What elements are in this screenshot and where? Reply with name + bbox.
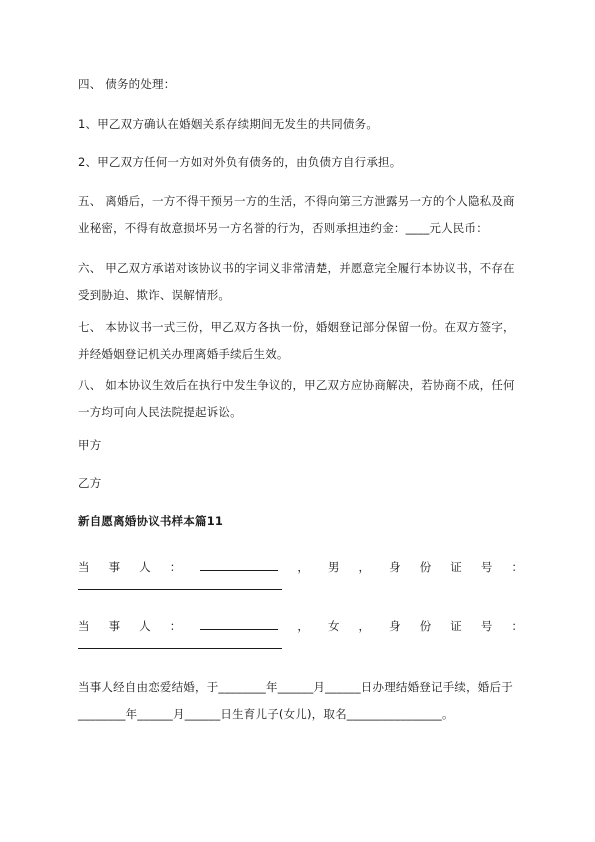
name-blank[interactable] bbox=[200, 615, 278, 630]
label-char: 当 bbox=[78, 619, 90, 633]
comma: ， bbox=[358, 560, 371, 574]
marriage-paragraph: 当事人经自由恋爱结婚，于________年______月______日办理结婚登记手续，婚后于________年______月______日生育儿子(女儿)，取名________________。 bbox=[78, 680, 513, 721]
gender-text: 男 bbox=[327, 560, 340, 574]
id-label-char: ： bbox=[511, 560, 523, 574]
section8-paragraph: 八、 如本协议生效后在执行中发生争议的，甲乙双方应协商解决，若协商不成，任何一方均可向人民法院提起诉讼。 bbox=[78, 378, 515, 419]
comma: ， bbox=[297, 560, 309, 574]
label-char: 事 bbox=[108, 560, 121, 574]
id-label-char: 证 bbox=[450, 560, 462, 574]
id-label-char: 身 bbox=[389, 619, 401, 633]
id-label-char: 证 bbox=[450, 619, 462, 633]
party-b-signature-label: 乙方 bbox=[78, 476, 102, 490]
label-char: ： bbox=[169, 560, 182, 574]
id-label-char: ： bbox=[511, 619, 523, 633]
id-label-char: 号 bbox=[480, 560, 493, 574]
label-char: 人 bbox=[139, 560, 151, 574]
section-heading: 新自愿离婚协议书样本篇11 bbox=[78, 514, 224, 528]
label-char: 事 bbox=[108, 619, 121, 633]
section5-paragraph: 五、 离婚后，一方不得干预另一方的生活，不得向第三方泄露另一方的个人隐私及商业秘密，不得有故意损坏另一方名誉的行为，否则承担违约金：____元人民币： bbox=[78, 194, 515, 235]
section4-item1: 1、甲乙双方确认在婚姻关系存续期间无发生的共同债务。 bbox=[78, 117, 379, 131]
party-row-female bbox=[78, 615, 523, 649]
comma: ， bbox=[297, 619, 309, 633]
gender-text: 女 bbox=[327, 619, 340, 633]
id-number-blank[interactable] bbox=[78, 577, 282, 590]
party-row-male bbox=[78, 556, 523, 590]
label-char: 人 bbox=[139, 619, 151, 633]
section7-paragraph: 七、 本协议书一式三份，甲乙双方各执一份，婚姻登记部分保留一份。在双方签字，并经婚姻登记机关办理离婚手续后生效。 bbox=[78, 320, 515, 361]
name-blank[interactable] bbox=[200, 556, 278, 571]
party-row-male-line bbox=[78, 556, 523, 577]
section4-title: 四、 债务的处理： bbox=[78, 77, 176, 91]
label-char: 当 bbox=[78, 560, 90, 574]
party-row-female-line bbox=[78, 615, 523, 636]
comma: ， bbox=[358, 619, 371, 633]
label-char: ： bbox=[169, 619, 182, 633]
id-label-char: 份 bbox=[419, 619, 432, 633]
party-a-signature-label: 甲方 bbox=[78, 438, 102, 452]
id-label-char: 份 bbox=[419, 560, 432, 574]
section6-paragraph: 六、 甲乙双方承诺对该协议书的字词义非常清楚，并愿意完全履行本协议书，不存在受到胁迫、欺诈、误解情形。 bbox=[78, 261, 515, 302]
id-number-blank[interactable] bbox=[78, 636, 282, 649]
id-label-char: 号 bbox=[480, 619, 493, 633]
section4-item2: 2、甲乙双方任何一方如对外负有债务的，由负债方自行承担。 bbox=[78, 155, 402, 169]
id-label-char: 身 bbox=[389, 560, 401, 574]
